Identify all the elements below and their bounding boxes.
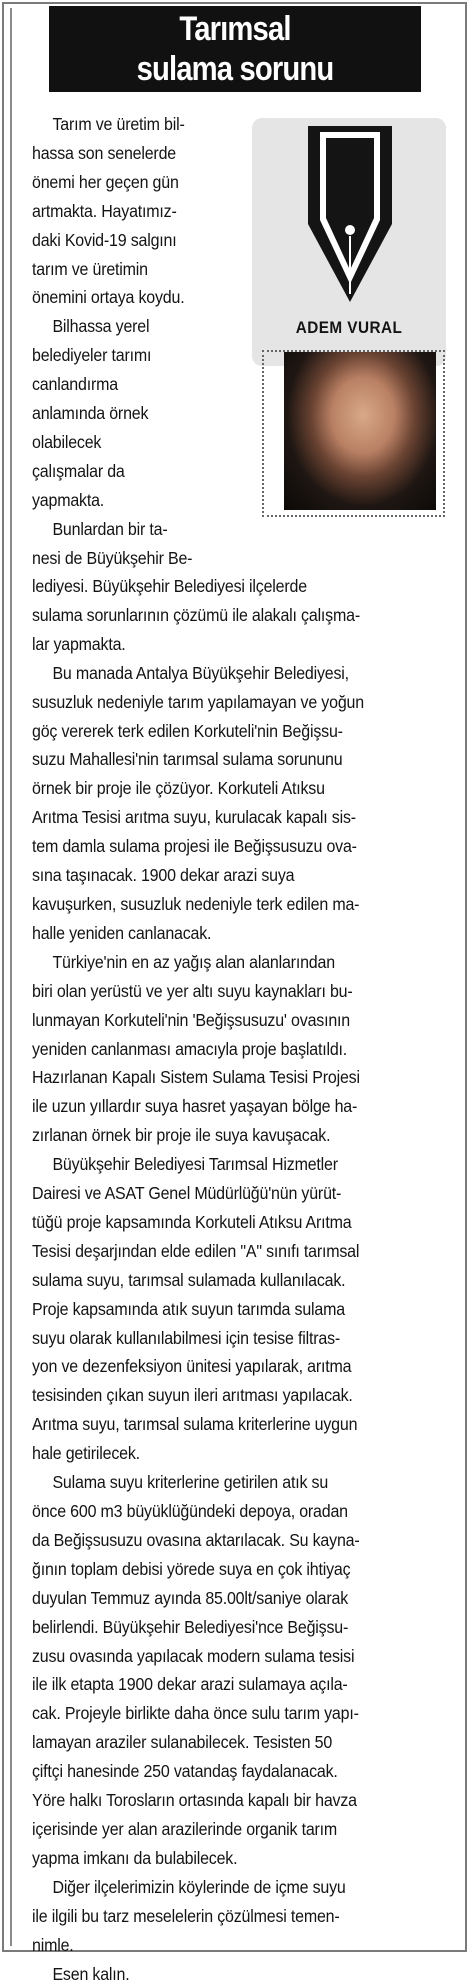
text-line: da Beğişsusuzu ovasına aktarılacak. Su kayna- [32,1526,449,1555]
text-line: hassa son senelerde [32,139,253,168]
text-line: susuzluk nedeniyle tarım yapılamayan ve yoğun [32,688,449,717]
intro-text [32,110,253,573]
text-line: tüğü proje kapsamında Korkuteli Atıksu Arıtma [32,1208,449,1237]
text-line: yapmakta. [32,486,253,515]
text-line: önce 600 m3 büyüklüğündeki depoya, oradan [32,1497,449,1526]
text-line: Dairesi ve ASAT Genel Müdürlüğü'nün yürüt- [32,1179,449,1208]
text-line: Türkiye'nin en az yağış alan alanlarından [32,948,449,977]
column-title-box [49,6,421,92]
text-line: ile ilk etapta 1900 dekar arazi sulamaya açıla- [32,1670,449,1699]
text-line: duyulan Temmuz ayında 85.00lt/saniye olarak [32,1584,449,1613]
text-line: çiftçi hanesinde 250 vatandaş faydalanacak. [32,1757,449,1786]
text-line: belirlendi. Büyükşehir Belediyesi'nce Beğişsu- [32,1613,449,1642]
vertical-rule [10,8,12,1946]
text-line: Tarım ve üretim bil- [32,110,253,139]
text-line: Proje kapsamında atık suyun tarımda sulama [32,1295,449,1324]
text-line: kavuşurken, susuzluk nedeniyle terk edilen ma- [32,890,449,919]
text-line: zusu ovasında yapılacak modern sulama tesisi [32,1642,449,1671]
text-line: canlandırma [32,370,253,399]
text-line: nimle. [32,1931,449,1960]
text-line: sına taşınacak. 1900 dekar arazi suya [32,861,449,890]
text-line: içerisinde yer alan arazilerinde organik tarım [32,1815,449,1844]
text-line: Esen kalın. [32,1960,449,1988]
text-line: sulama suyu, tarımsal sulamada kullanılacak. [32,1266,449,1295]
text-line: artmakta. Hayatımız- [32,197,253,226]
text-line: halle yeniden canlanacak. [32,919,449,948]
text-line: önemi her geçen gün [32,168,253,197]
text-line: tesisinden çıkan suyun ileri arıtması yapılacak. [32,1381,449,1410]
text-line: önemini ortaya koydu. [32,283,253,312]
text-line: ile uzun yıllardır suya hasret yaşayan bölge ha- [32,1092,449,1121]
text-line: yeniden canlanması amacıyla proje başlatıldı. [32,1035,449,1064]
text-line: Sulama suyu kriterlerine getirilen atık su [32,1468,449,1497]
text-line: ile ilgili bu tarz meselelerin çözülmesi temen- [32,1902,449,1931]
text-line: Hazırlanan Kapalı Sistem Sulama Tesisi Projesi [32,1063,449,1092]
text-line: daki Kovid-19 salgını [32,226,253,255]
text-line: Bunlardan bir ta- [32,515,253,544]
text-line: Büyükşehir Belediyesi Tarımsal Hizmetler [32,1150,449,1179]
text-line: anlamında örnek [32,399,253,428]
fountain-pen-nib-icon [300,124,400,314]
text-line: biri olan yerüstü ve yer altı suyu kaynakları bu- [32,977,449,1006]
text-line: Tesisi deşarjından elde edilen "A" sınıfı tarımsal [32,1237,449,1266]
author-name: ADEM VURAL [262,318,437,338]
text-line: yon ve dezenfeksiyon ünitesi yapılarak, arıtma [32,1352,449,1381]
text-line: lunmayan Korkuteli'nin 'Beğişsusuzu' ovasının [32,1006,449,1035]
text-line: sulama sorunlarının çözümü ile alakalı çalışma- [32,601,449,630]
text-line: cak. Projeyle birlikte daha önce sulu tarım yapı- [32,1699,449,1728]
text-line: zırlanan örnek bir proje ile suya kavuşacak. [32,1121,449,1150]
body-text [32,572,449,1988]
author-photo [284,352,436,510]
text-line: belediyeler tarımı [32,341,253,370]
text-line: suzu Mahallesi'nin tarımsal sulama sorununu [32,745,449,774]
text-line: tem damla sulama projesi ile Beğişsusuzu ova- [32,832,449,861]
title-line-1: Tarımsal [75,9,395,49]
text-line: Arıtma suyu, tarımsal sulama kriterlerine uygun [32,1410,449,1439]
text-line: nesi de Büyükşehir Be- [32,544,253,573]
text-line: suyu olarak kullanılabilmesi için tesise filtras- [32,1324,449,1353]
text-line: ğının toplam debisi yörede suya en çok ihtiyaç [32,1555,449,1584]
intro-column [32,110,252,573]
text-line: lediyesi. Büyükşehir Belediyesi ilçelerde [32,572,449,601]
text-line: örnek bir proje ile çözüyor. Korkuteli Atıksu [32,774,449,803]
text-line: yapma imkanı da bulabilecek. [32,1844,449,1873]
text-line: tarım ve üretimin [32,255,253,284]
text-line: olabilecek [32,428,253,457]
title-line-2: sulama sorunu [75,49,395,89]
text-line: Yöre halkı Torosların ortasında kapalı bir havza [32,1786,449,1815]
text-line: Arıtma Tesisi arıtma suyu, kurulacak kapalı sis- [32,803,449,832]
text-line: hale getirilecek. [32,1439,449,1468]
text-line: çalışmalar da [32,457,253,486]
text-line: Bilhassa yerel [32,312,253,341]
text-line: lamayan araziler sulanabilecek. Tesisten 50 [32,1728,449,1757]
text-line: Diğer ilçelerimizin köylerinde de içme suyu [32,1873,449,1902]
body-column [32,572,447,1988]
text-line: Bu manada Antalya Büyükşehir Belediyesi, [32,659,449,688]
text-line: göç vererek terk edilen Korkuteli'nin Beğişsu- [32,717,449,746]
text-line: lar yapmakta. [32,630,449,659]
